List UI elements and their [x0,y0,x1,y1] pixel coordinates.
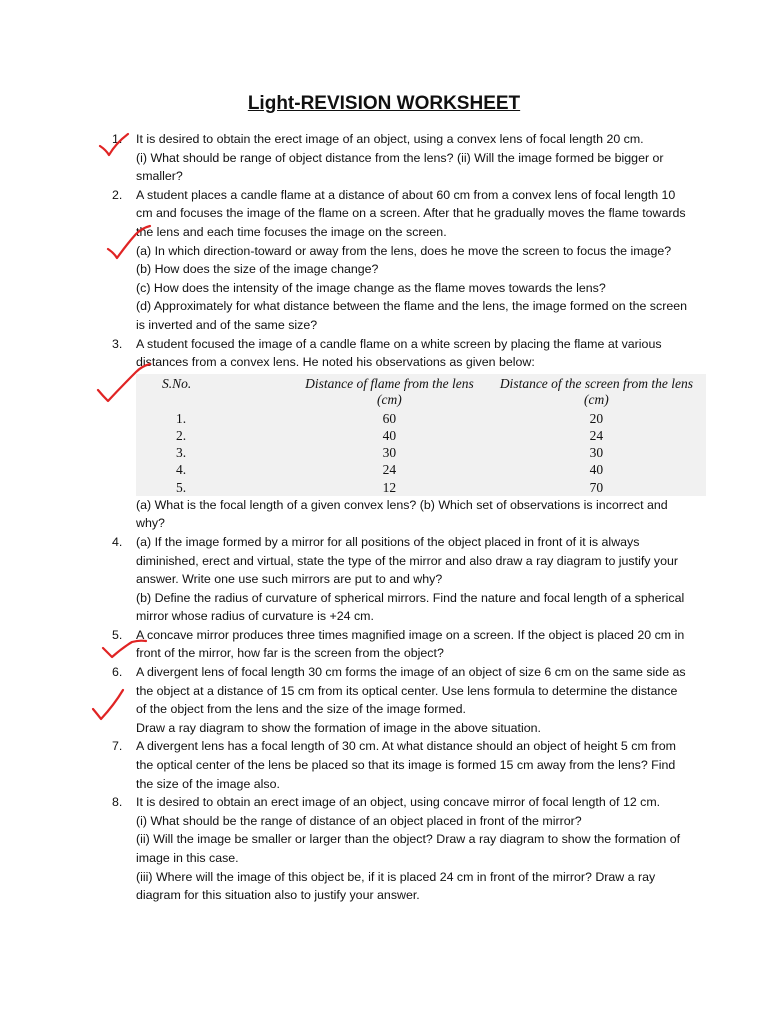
question-text: (a) In which direction-toward or away from the lens, does he move the screen to focus the image? [136,243,672,258]
question-text: (i) What should be the range of distance of an object placed in front of the mirror? [136,813,582,828]
table-cell: 40 [589,462,604,478]
question-text: A divergent lens of focal length 30 cm forms the image of an object of size 6 cm on the same side as the object at a distance of 15 cm from its optical center. Use lens formula to determine the distance of the object from the lens and the size of the image formed. [136,665,686,717]
table-cell: 4. [176,462,187,478]
question-text: (a) What is the focal length of a given convex lens? (b) Which set of observations is incorrect and why? [136,497,668,531]
page-title: Light-REVISION WORKSHEET [247,93,521,114]
question-text: A student focused the image of a candle flame on a white screen by placing the flame at various distances from a convex lens. He noted his observations as given below: [136,336,662,370]
question-text: (d) Approximately for what distance between the flame and the lens, the image formed on the screen is inverted and of the same size? [136,299,688,332]
question-item [100,130,690,186]
table-cell: 70 [589,479,604,495]
question-list [100,130,694,905]
table-row [136,427,706,444]
table-row [136,461,706,478]
table-cell: 1. [176,410,187,426]
question-number: 7. [112,739,123,754]
question-text: (i) What should be range of object distance from the lens? (ii) Will the image formed be bigger or smaller? [136,150,664,184]
table-cell: 20 [589,410,604,426]
question-item [100,335,694,533]
question-number: 8. [112,795,123,810]
question-number: 4. [112,534,123,549]
question-text: (ii) Will the image be smaller or larger than the object? Draw a ray diagram to show the formation of image in this case. [136,832,681,866]
table-cell: 30 [589,445,604,461]
table-cell: 5. [176,479,187,495]
question-text: (a) If the image formed by a mirror for all positions of the object placed in front of it is always diminished, erect and virtual, state the type of the mirror and also draw a ray diagram to justify your answer. Write one use such mirrors are put to and why? [136,534,678,587]
question-item [100,186,690,335]
table-header: S.No. [162,375,192,391]
table-cell: 40 [382,427,397,443]
table-cell: 24 [589,427,604,443]
question-text: It is desired to obtain an erect image of an object, using concave mirror of focal length of 12 cm. [136,795,661,810]
question-item [100,533,690,626]
table-cell: 24 [382,462,397,478]
question-item [100,793,690,905]
table-cell: 60 [382,410,397,426]
question-text: (c) How does the intensity of the image change as the flame moves towards the lens? [136,280,606,295]
question-text: Draw a ray diagram to show the formation of image in the above situation. [136,720,541,735]
question-item [100,737,690,793]
question-text: (b) How does the size of the image change? [136,262,379,277]
table-row [136,410,706,427]
table-cell: 2. [176,427,187,443]
question-text: (b) Define the radius of curvature of spherical mirrors. Find the nature and focal length of a spherical mirror whose radius of curvature is +24 cm. [136,590,685,624]
question-text: A student places a candle flame at a distance of about 60 cm from a convex lens of focal length 10 cm and focuses the image of the flame on a screen. After that he gradually moves the flame towards the lens and each time focuses the image on the screen. [136,187,686,239]
question-number: 6. [112,665,123,680]
table-row [136,444,706,461]
question-text: (iii) Where will the image of this object be, if it is placed 24 cm in front of the mirror? Draw a ray diagram for this situation also to justify your answer. [136,869,656,903]
question-item [100,626,690,663]
question-number: 2. [112,187,123,202]
question-text: A divergent lens has a focal length of 30 cm. At what distance should an object of height 5 cm from the optical center of the lens be placed so that its image is formed 15 cm away from the lens? Find the size of the image also. [136,739,676,791]
observation-table [136,374,706,496]
question-text: It is desired to obtain the erect image of an object, using a convex lens of focal length 20 cm. [136,132,644,146]
question-number: 5. [112,627,123,642]
question-item [100,663,690,737]
question-number: 3. [112,336,123,351]
table-cell: 3. [176,445,187,461]
table-cell: 30 [382,445,397,461]
question-number: 1. [112,132,123,146]
table-row [136,479,706,496]
table-cell: 12 [382,479,397,495]
question-text: A concave mirror produces three times magnified image on a screen. If the object is placed 20 cm in front of the mirror, how far is the screen from the object? [136,627,685,661]
table-header: Distance of flame from the lens (cm) [305,375,474,407]
table-header: Distance of the screen from the lens (cm) [499,375,694,407]
